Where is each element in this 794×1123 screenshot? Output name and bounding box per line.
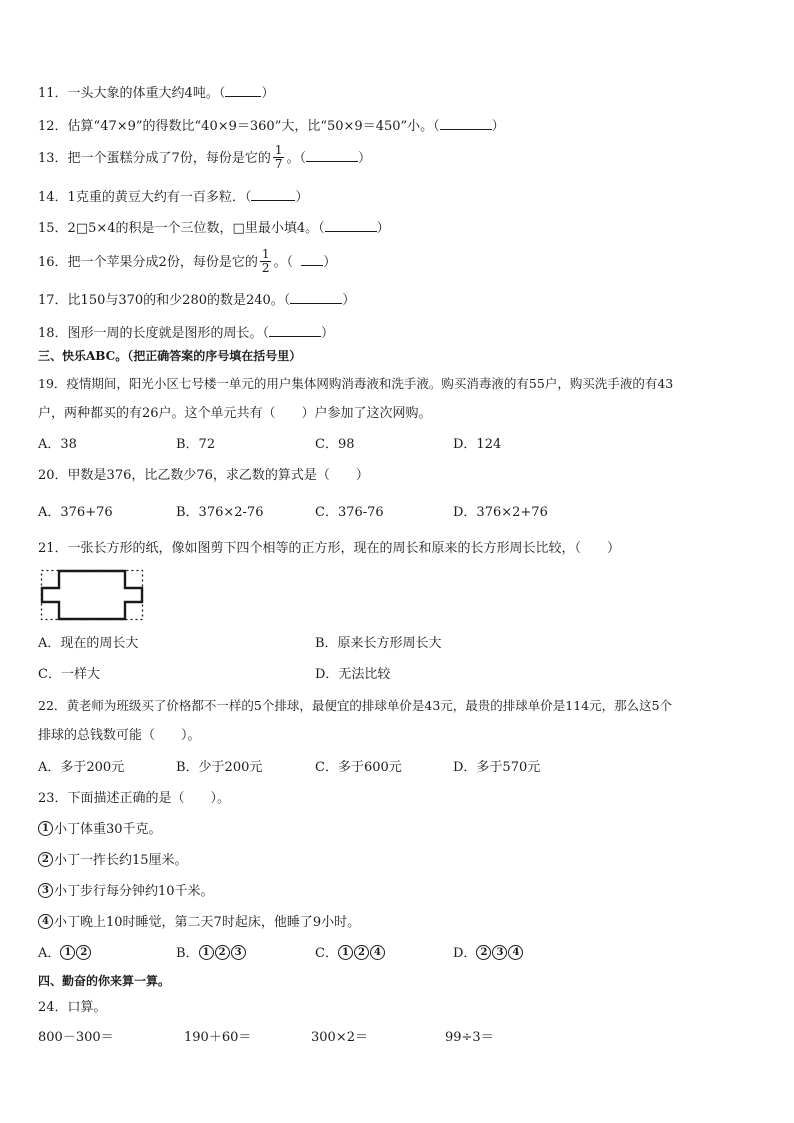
option-c[interactable]: C．98 xyxy=(315,437,355,452)
option-a[interactable]: A．多于200元 xyxy=(38,760,125,775)
circled-number: 3 xyxy=(492,945,507,960)
circled-number: 1 xyxy=(199,945,214,960)
circled-number: 1 xyxy=(60,945,75,960)
question-21: 21．一张长方形的纸，像如图剪下四个相等的正方形，现在的周长和原来的长方形周长比较，（ ） xyxy=(38,541,621,556)
question-18: 18．图形一周的长度就是图形的周长。（ ） xyxy=(38,326,335,341)
answer-blank[interactable] xyxy=(440,117,492,130)
statement-4: 4 小丁晚上10时睡觉，第二天7时起床，他睡了9小时。 xyxy=(38,915,360,931)
option-d[interactable]: D．124 xyxy=(453,437,502,452)
circled-number: 2 xyxy=(76,945,91,960)
circled-number: 2 xyxy=(38,852,53,867)
circled-number: 3 xyxy=(38,883,53,898)
question-15: 15．2□5×4的积是一个三位数，□里最小填4。（ ） xyxy=(38,221,390,236)
circled-number: 4 xyxy=(370,945,385,960)
circled-number: 4 xyxy=(508,945,523,960)
question-text: 14．1克重的黄豆大约有一百多粒．（ xyxy=(38,190,252,205)
oral-calc-item: 300×2＝ xyxy=(311,1030,368,1045)
question-text: 12．估算“47×9”的得数比“40×9＝360”大，比“50×9＝450”小。（ xyxy=(38,119,440,134)
circled-number: 2 xyxy=(476,945,491,960)
question-text: 18．图形一周的长度就是图形的周长。（ xyxy=(38,326,270,341)
original-rectangle-outline xyxy=(42,571,143,620)
option-a[interactable]: A．38 xyxy=(38,437,77,452)
answer-blank[interactable] xyxy=(325,219,377,232)
answer-blank[interactable] xyxy=(269,324,321,337)
option-b[interactable]: B．少于200元 xyxy=(176,760,263,775)
question-text: 11．一头大象的体重大约4吨。（ xyxy=(38,86,226,101)
option-a[interactable]: A．现在的周长大 xyxy=(38,636,139,651)
question-text: 15．2□5×4的积是一个三位数，□里最小填4。（ xyxy=(38,221,325,236)
question-text: 16．把一个苹果分成2份，每份是它的 xyxy=(38,255,258,270)
section-4-title: 四、勤奋的你来算一算。 xyxy=(38,974,171,988)
option-b[interactable]: B．原来长方形周长大 xyxy=(315,636,442,651)
cut-shape-outline xyxy=(42,571,142,619)
question-23: 23．下面描述正确的是（ ）。 xyxy=(38,791,231,806)
question-16: 16．把一个苹果分成2份，每份是它的 $\frac{1}{2}$ 。（ ） xyxy=(38,247,337,275)
question-text: 17．比150与370的和少280的数是240。（ xyxy=(38,293,291,308)
question-22-line-1: 22．黄老师为班级买了价格都不一样的5个排球，最便宜的排球单价是43元，最贵的排球单价是114元，那么这5个 xyxy=(38,698,673,713)
option-b[interactable]: B．72 xyxy=(176,437,216,452)
question-14: 14．1克重的黄豆大约有一百多粒．（ ） xyxy=(38,190,309,205)
fraction: $\frac{1}{7}$ xyxy=(274,143,283,171)
oral-calc-item: 190＋60＝ xyxy=(184,1030,252,1045)
fraction: $\frac{1}{2}$ xyxy=(261,247,270,275)
question-13: 13．把一个蛋糕分成了7份，每份是它的 $\frac{1}{7}$ 。（ ） xyxy=(38,143,371,171)
option-d[interactable]: D．多于570元 xyxy=(453,760,541,775)
statement-3: 3 小丁步行每分钟约10千米。 xyxy=(38,884,214,900)
circled-number: 1 xyxy=(38,821,53,836)
answer-blank[interactable] xyxy=(301,253,323,266)
circled-number: 2 xyxy=(354,945,369,960)
circled-number: 2 xyxy=(215,945,230,960)
option-d[interactable]: D．376×2+76 xyxy=(453,505,548,520)
question-19-line-2: 户，两种都买的有26户。这个单元共有（ ）户参加了这次网购。 xyxy=(38,406,432,421)
answer-blank[interactable] xyxy=(306,149,358,162)
answer-blank[interactable] xyxy=(251,188,295,201)
question-22-line-2: 排球的总钱数可能（ ）。 xyxy=(38,728,201,743)
answer-blank[interactable] xyxy=(290,291,342,304)
option-d[interactable]: D．无法比较 xyxy=(315,667,391,682)
question-11: 11．一头大象的体重大约4吨。（ ） xyxy=(38,86,275,101)
oral-calc-item: 99÷3＝ xyxy=(445,1030,494,1045)
question-17: 17．比150与370的和少280的数是240。（ ） xyxy=(38,293,356,308)
question-12: 12．估算“47×9”的得数比“40×9＝360”大，比“50×9＝450”小。（ ） xyxy=(38,119,505,134)
question-text: 13．把一个蛋糕分成了7份，每份是它的 xyxy=(38,151,271,166)
option-a[interactable]: A． 1 2 xyxy=(38,946,92,962)
option-b[interactable]: B． 1 2 3 xyxy=(176,946,247,962)
statement-1: 1 小丁体重30千克。 xyxy=(38,822,162,838)
cut-rectangle-figure xyxy=(40,569,144,621)
option-b[interactable]: B．376×2-76 xyxy=(176,505,264,520)
option-c[interactable]: C．一样大 xyxy=(38,667,100,682)
answer-blank[interactable] xyxy=(225,84,261,97)
option-a[interactable]: A．376+76 xyxy=(38,505,113,520)
question-20: 20．甲数是376，比乙数少76，求乙数的算式是（ ） xyxy=(38,468,369,483)
circled-number: 1 xyxy=(338,945,353,960)
section-3-title: 三、快乐ABC。（把正确答案的序号填在括号里） xyxy=(38,349,302,363)
statement-2: 2 小丁一拃长约15厘米。 xyxy=(38,853,188,869)
option-c[interactable]: C．376-76 xyxy=(315,505,384,520)
circled-number: 3 xyxy=(231,945,246,960)
question-24: 24．口算。 xyxy=(38,1000,107,1015)
option-d[interactable]: D． 2 3 4 xyxy=(453,946,524,962)
question-19-line-1: 19．疫情期间，阳光小区七号楼一单元的用户集体网购消毒液和洗手液。购买消毒液的有55户，购买洗手液的有43 xyxy=(38,376,674,391)
oral-calc-item: 800－300＝ xyxy=(38,1030,114,1045)
option-c[interactable]: C． 1 2 4 xyxy=(315,946,386,962)
option-c[interactable]: C．多于600元 xyxy=(315,760,402,775)
circled-number: 4 xyxy=(38,914,53,929)
